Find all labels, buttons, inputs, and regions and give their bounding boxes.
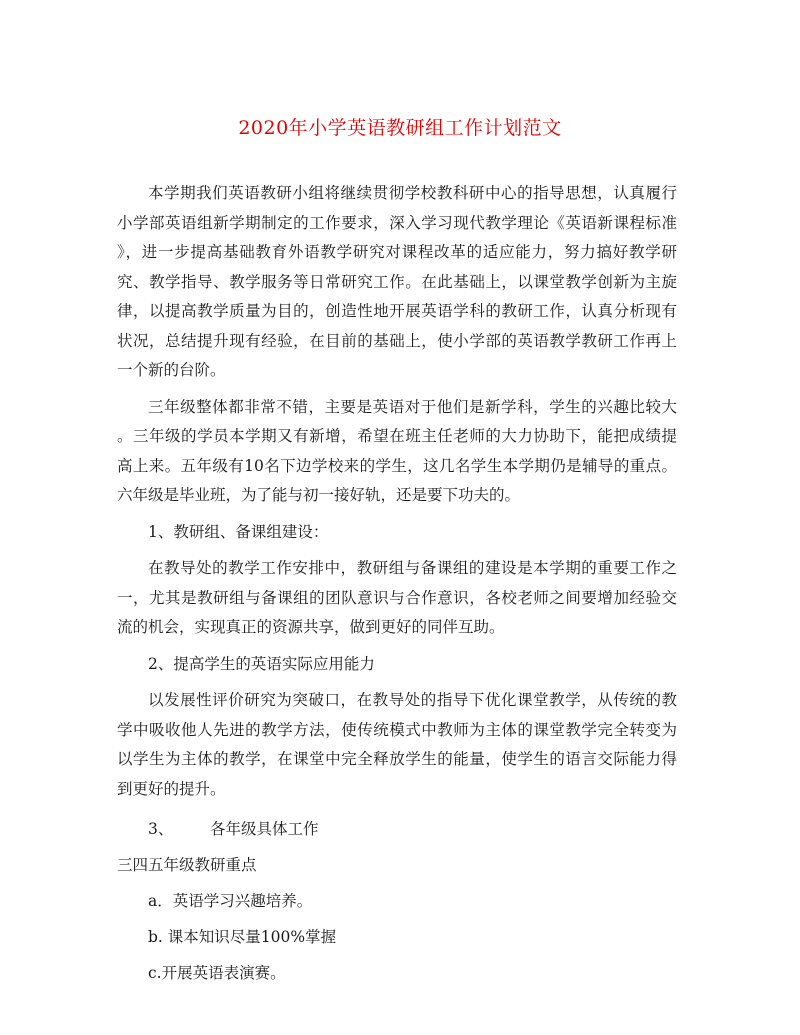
text-line: 一，尤其是教研组与备课组的团队意识与合作意识，各校老师之间要增加经验交 <box>117 588 677 607</box>
list-item: b. 课本知识尽量100%掌握 <box>148 928 337 946</box>
text-line: 》，进一步提高基础教育外语教学研究对课程改革的适应能力，努力搞好教学研 <box>117 243 677 261</box>
text-line: 一个新的台阶。 <box>117 361 226 379</box>
text-line: 学中吸收他人先进的教学方法，使传统模式中教师为主体的课堂教学完全转变为 <box>117 720 677 739</box>
paragraph-grades <box>117 393 677 511</box>
text-line: 小学部英语组新学期制定的工作要求，深入学习现代教学理论《英语新课程标准 <box>117 213 677 232</box>
list-item: c.开展英语表演赛。 <box>148 964 286 982</box>
section-heading-3 <box>117 811 677 847</box>
document-body <box>117 179 677 991</box>
section-number: 3、 <box>148 820 174 838</box>
subheading: 三四五年级教研重点 <box>117 856 257 874</box>
text-line: 流的机会，实现真正的资源共享，做到更好的同伴互助。 <box>117 618 505 636</box>
paragraph-application <box>117 686 677 804</box>
text-line: 。三年级的学员本学期又有新增，希望在班主任老师的大力协助下，能把成绩提 <box>117 427 677 445</box>
list-item: a．英语学习兴趣培养。 <box>148 892 313 910</box>
section-heading-1: 1、教研组、备课组建设： <box>148 522 329 541</box>
document-title: 2020年小学英语教研组工作计划范文 <box>238 117 562 139</box>
paragraph-intro <box>117 179 677 386</box>
text-line: 到更好的提升。 <box>117 779 226 798</box>
text-line: 律，以提高教学质量为目的，创造性地开展英语学科的教研工作，认真分析现有 <box>117 302 677 320</box>
text-line: 以发展性评价研究为突破口，在教导处的指导下优化课堂教学，从传统的教 <box>148 691 677 709</box>
text-line: 六年级是毕业班，为了能与初一接好轨，还是要下功夫的。 <box>117 486 521 504</box>
section-title: 各年级具体工作 <box>210 820 319 838</box>
section-heading-2: 2、提高学生的英语实际应用能力 <box>148 654 375 673</box>
paragraph-team-building <box>117 554 677 643</box>
text-line: 高上来。五年级有10名下边学校来的学生，这几名学生本学期仍是辅导的重点。 <box>117 456 677 475</box>
text-line: 以学生为主体的教学，在课堂中完全释放学生的能量，使学生的语言交际能力得 <box>117 750 677 768</box>
text-line: 究、教学指导、教学服务等日常研究工作。在此基础上，以课堂教学创新为主旋 <box>117 272 677 291</box>
text-line: 状况，总结提升现有经验，在目前的基础上，使小学部的英语教学教研工作再上 <box>117 331 677 350</box>
text-line: 在教导处的教学工作安排中，教研组与备课组的建设是本学期的重要工作之 <box>148 559 677 577</box>
text-line: 三年级整体都非常不错，主要是英语对于他们是新学科，学生的兴趣比较大 <box>148 397 677 416</box>
text-line: 本学期我们英语教研小组将继续贯彻学校教科研中心的指导思想，认真履行 <box>148 184 677 202</box>
